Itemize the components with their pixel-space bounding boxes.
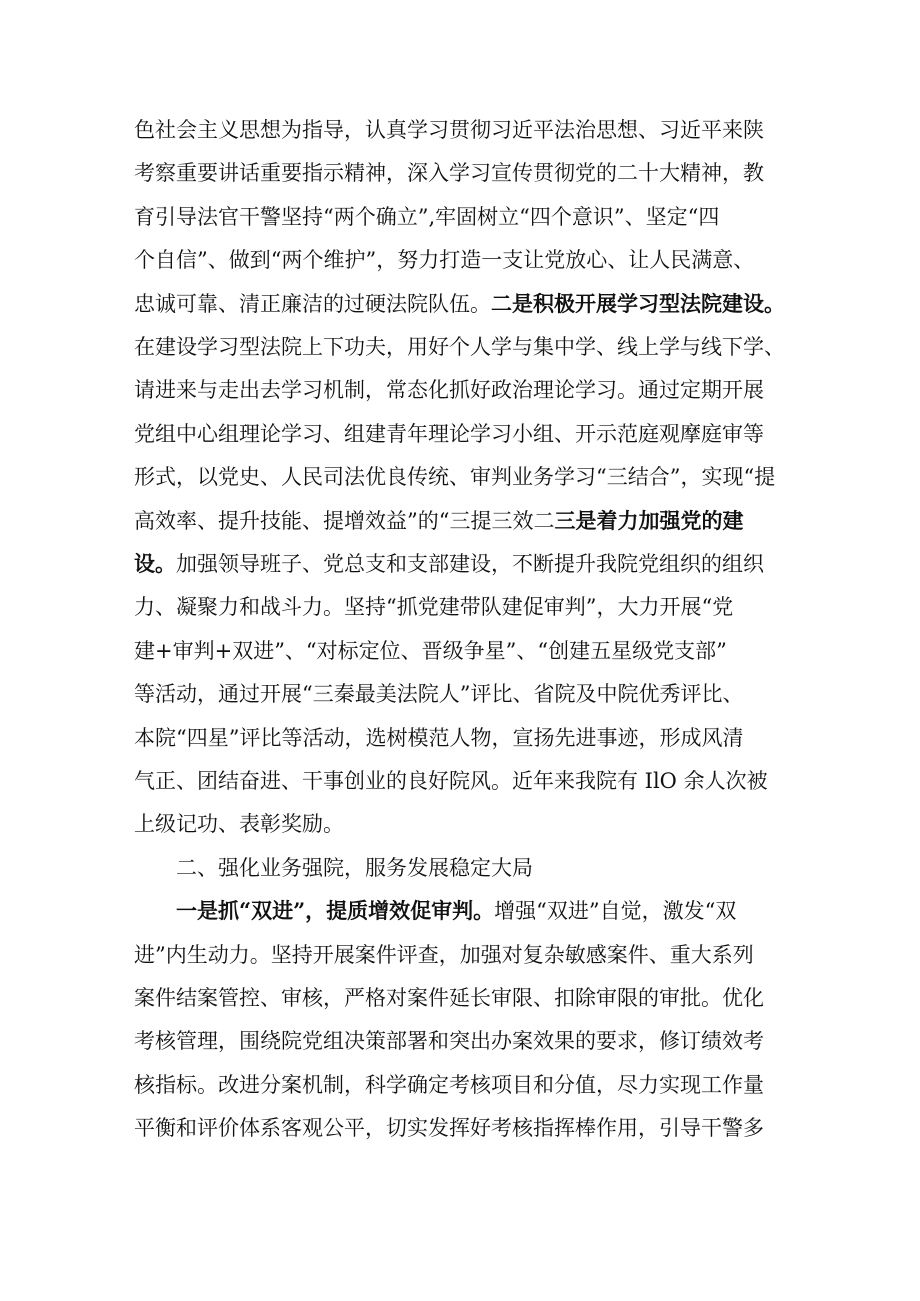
text-line	[134, 933, 794, 977]
text-line	[134, 238, 794, 282]
text-line	[176, 846, 794, 890]
text-line	[134, 672, 794, 716]
text-line	[134, 282, 794, 326]
text-run: 加强领导班子、党总支和支部建设，不断提升我院党组织的组织	[176, 552, 764, 576]
text-run: 色社会主义思想为指导，认真学习贯彻习近平法治思想、习近平来陕	[134, 118, 764, 142]
text-run: 进”内生动力。坚持开展案件评查，加强对复杂敏感案件、重大系列	[134, 942, 754, 967]
bold-text-run: 三是着力加强党的建	[554, 507, 744, 533]
text-line	[134, 455, 794, 499]
text-run: 等活动，通过开展“三秦最美法院人”评比、省院及中院优秀评比、	[134, 682, 744, 707]
text-run: 请进来与走出去学习机制，常态化抓好政治理论学习。通过定期开展	[134, 378, 764, 403]
bold-text-run: 二是积极开展学习型法院建设。	[491, 290, 785, 316]
text-run: 党组中心组理论学习、组建青年理论学习小组、开示范庭观摩庭审等	[134, 421, 764, 446]
text-run: 在建设学习型法院上下功夫，用好个人学与集中学、线上学与线下学、	[134, 335, 785, 359]
text-line	[134, 499, 794, 543]
text-run: 考察重要讲话重要指示精神，深入学习宣传贯彻党的二十大精神，教	[134, 161, 764, 186]
text-line	[134, 716, 794, 760]
text-line	[134, 1063, 794, 1107]
text-line	[134, 325, 794, 369]
text-run: 忠诚可靠、清正廉洁的过硬法院队伍。	[134, 291, 491, 316]
text-line	[134, 802, 794, 846]
text-run: 气正、团结奋进、干事创业的良好院风。近年来我院有 IlO 余人次被	[134, 769, 768, 793]
text-line	[134, 759, 794, 803]
text-run: 建+审判+双进”、“对标定位、晋级争星”、“创建五星级党支部”	[134, 638, 727, 663]
text-line	[134, 585, 794, 629]
text-line	[134, 1106, 794, 1150]
text-line	[134, 195, 794, 239]
text-run: 上级记功、表彰奖励。	[134, 812, 344, 837]
text-run: 本院“四星”评比等活动，选树模范人物，宣扬先进事迹，形成风清	[134, 725, 744, 750]
text-run: 考核管理，围绕院党组决策部署和突出办案效果的要求，修订绩效考	[134, 1029, 764, 1054]
text-run: 力、凝聚力和战斗力。坚持“抓党建带队建促审判”，大力开展“党	[134, 595, 734, 620]
text-line	[134, 108, 794, 152]
text-run: 二、强化业务强院，服务发展稳定大局	[176, 855, 533, 880]
text-line	[134, 151, 794, 195]
bold-text-run: 设。	[134, 551, 176, 576]
text-run: 平衡和评价体系客观公平，切实发挥好考核指挥棒作用，引导干警多	[134, 1116, 764, 1141]
text-run: 个自信”、做到“两个维护”，努力打造一支让党放心、让人民满意、	[134, 248, 755, 273]
text-line	[176, 889, 794, 933]
text-run: 形式，以党史、人民司法优良传统、审判业务学习“三结合”，实现“提	[134, 465, 776, 490]
text-line	[134, 542, 794, 586]
bold-text-run: 一是抓“双进”，提质增效促审判。	[176, 898, 495, 924]
text-run: 核指标。改进分案机制，科学确定考核项目和分值，尽力实现工作量	[134, 1072, 764, 1097]
text-line	[134, 368, 794, 412]
text-line	[134, 976, 794, 1020]
text-run: 育引导法官干警坚持“两个确立”,牢固树立“四个意识”、坚定“四	[134, 204, 720, 229]
text-line	[134, 629, 794, 673]
text-run: 高效率、提升技能、提增效益”的“三提三效二	[134, 508, 555, 533]
text-run: 增强“双进”自觉，激发“双	[494, 899, 737, 924]
text-run: 案件结案管控、审核，严格对案件延长审限、扣除审限的审批。优化	[134, 986, 764, 1010]
text-line	[134, 1019, 794, 1063]
text-line	[134, 412, 794, 456]
